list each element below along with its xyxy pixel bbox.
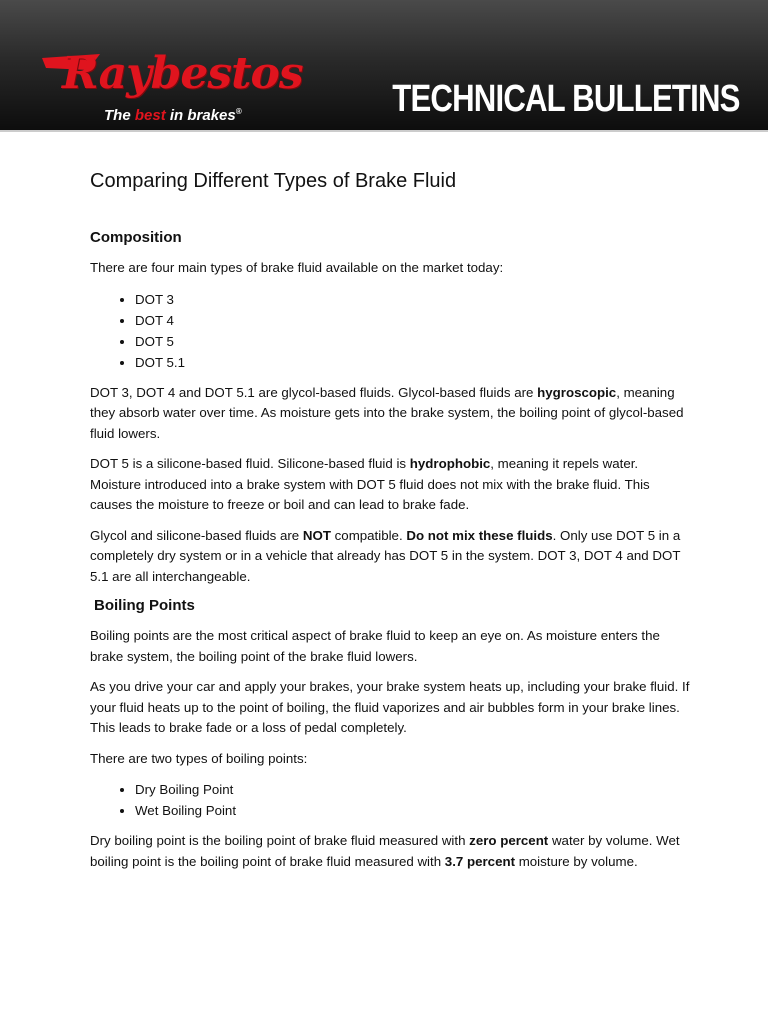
header-banner	[0, 0, 768, 132]
boiling-paragraph-3: There are two types of boiling points:	[90, 750, 308, 766]
silicone-paragraph	[90, 454, 690, 516]
list-item: • DOT 3	[135, 289, 690, 310]
text-run: Glycol and silicone-based fluids are	[90, 527, 303, 543]
glycol-paragraph	[90, 383, 690, 445]
list-item: • Wet Boiling Point	[135, 800, 690, 821]
brand-name: Raybestos	[62, 48, 303, 99]
text-run: DOT 3, DOT 4 and DOT 5.1 are glycol-based fluids. Glycol-based fluids are	[90, 384, 538, 400]
text-run: water by volume. Wet boiling point is the boiling point of brake fluid measured with	[90, 833, 680, 869]
bold-term: NOT	[302, 527, 331, 543]
tagline-pre: The	[104, 107, 131, 124]
boiling-types-list	[90, 779, 690, 821]
tagline-best: best	[134, 107, 166, 124]
text-run: moisture by volume.	[515, 853, 638, 869]
compatibility-paragraph	[90, 526, 690, 588]
composition-intro: There are four main types of brake fluid available on the market today:	[90, 260, 504, 275]
bold-term: hygroscopic	[537, 384, 617, 400]
composition-heading: Composition	[90, 229, 182, 246]
bold-term: Do not mix these fluids	[406, 527, 553, 543]
fluid-types-list	[90, 289, 690, 373]
list-item: • DOT 5.1	[135, 352, 690, 373]
bold-term: zero percent	[469, 833, 549, 848]
list-item: • DOT 4	[135, 310, 690, 331]
text-run: Dry boiling point is the boiling point of brake fluid measured with	[90, 833, 470, 848]
bold-term: 3.7 percent	[444, 853, 516, 869]
document-body	[90, 170, 690, 882]
boiling-paragraph-2: As you drive your car and apply your brakes, your brake system heats up, including your brake fluid. If your fluid heats up to the point of boiling, the fluid vaporizes and air bubbles form in your brake lines. This leads to brake fade or a loss of pedal completely.	[90, 679, 690, 735]
boiling-points-heading: Boiling Points	[94, 597, 195, 614]
list-item: • DOT 5	[135, 331, 690, 352]
text-run: , meaning it repels water. Moisture introduced into a brake system with DOT 5 fluid does not mix with the brake fluid. This causes the moisture to freeze or boil and can lead to brake fade.	[90, 456, 650, 512]
header-title: TECHNICAL BULLETINS	[392, 78, 740, 120]
page-title: Comparing Different Types of Brake Fluid	[90, 170, 457, 192]
text-run: , meaning they absorb water over time. As moisture gets into the brake system, the boiling point of glycol-based fluid lowers.	[90, 384, 684, 441]
text-run: DOT 5 is a silicone-based fluid. Silicone-based fluid is	[90, 456, 410, 471]
tagline-post: in brakes	[169, 107, 236, 124]
registered-mark: ®	[235, 107, 242, 116]
list-item: • Dry Boiling Point	[135, 779, 690, 800]
raybestos-logo	[40, 48, 303, 128]
tagline	[104, 107, 242, 124]
bold-term: hydrophobic	[409, 456, 491, 471]
boiling-definition-paragraph	[90, 831, 690, 872]
boiling-paragraph-1: Boiling points are the most critical aspect of brake fluid to keep an eye on. As moisture enters the brake system, the boiling point of the brake fluid lowers.	[90, 628, 660, 664]
text-run: . Only use DOT 5 in a completely dry system or in a vehicle that already has DOT 5 in the system. DOT 3, DOT 4 and DOT 5.1 are all interchangeable.	[90, 527, 681, 584]
text-run: compatible.	[330, 527, 407, 543]
